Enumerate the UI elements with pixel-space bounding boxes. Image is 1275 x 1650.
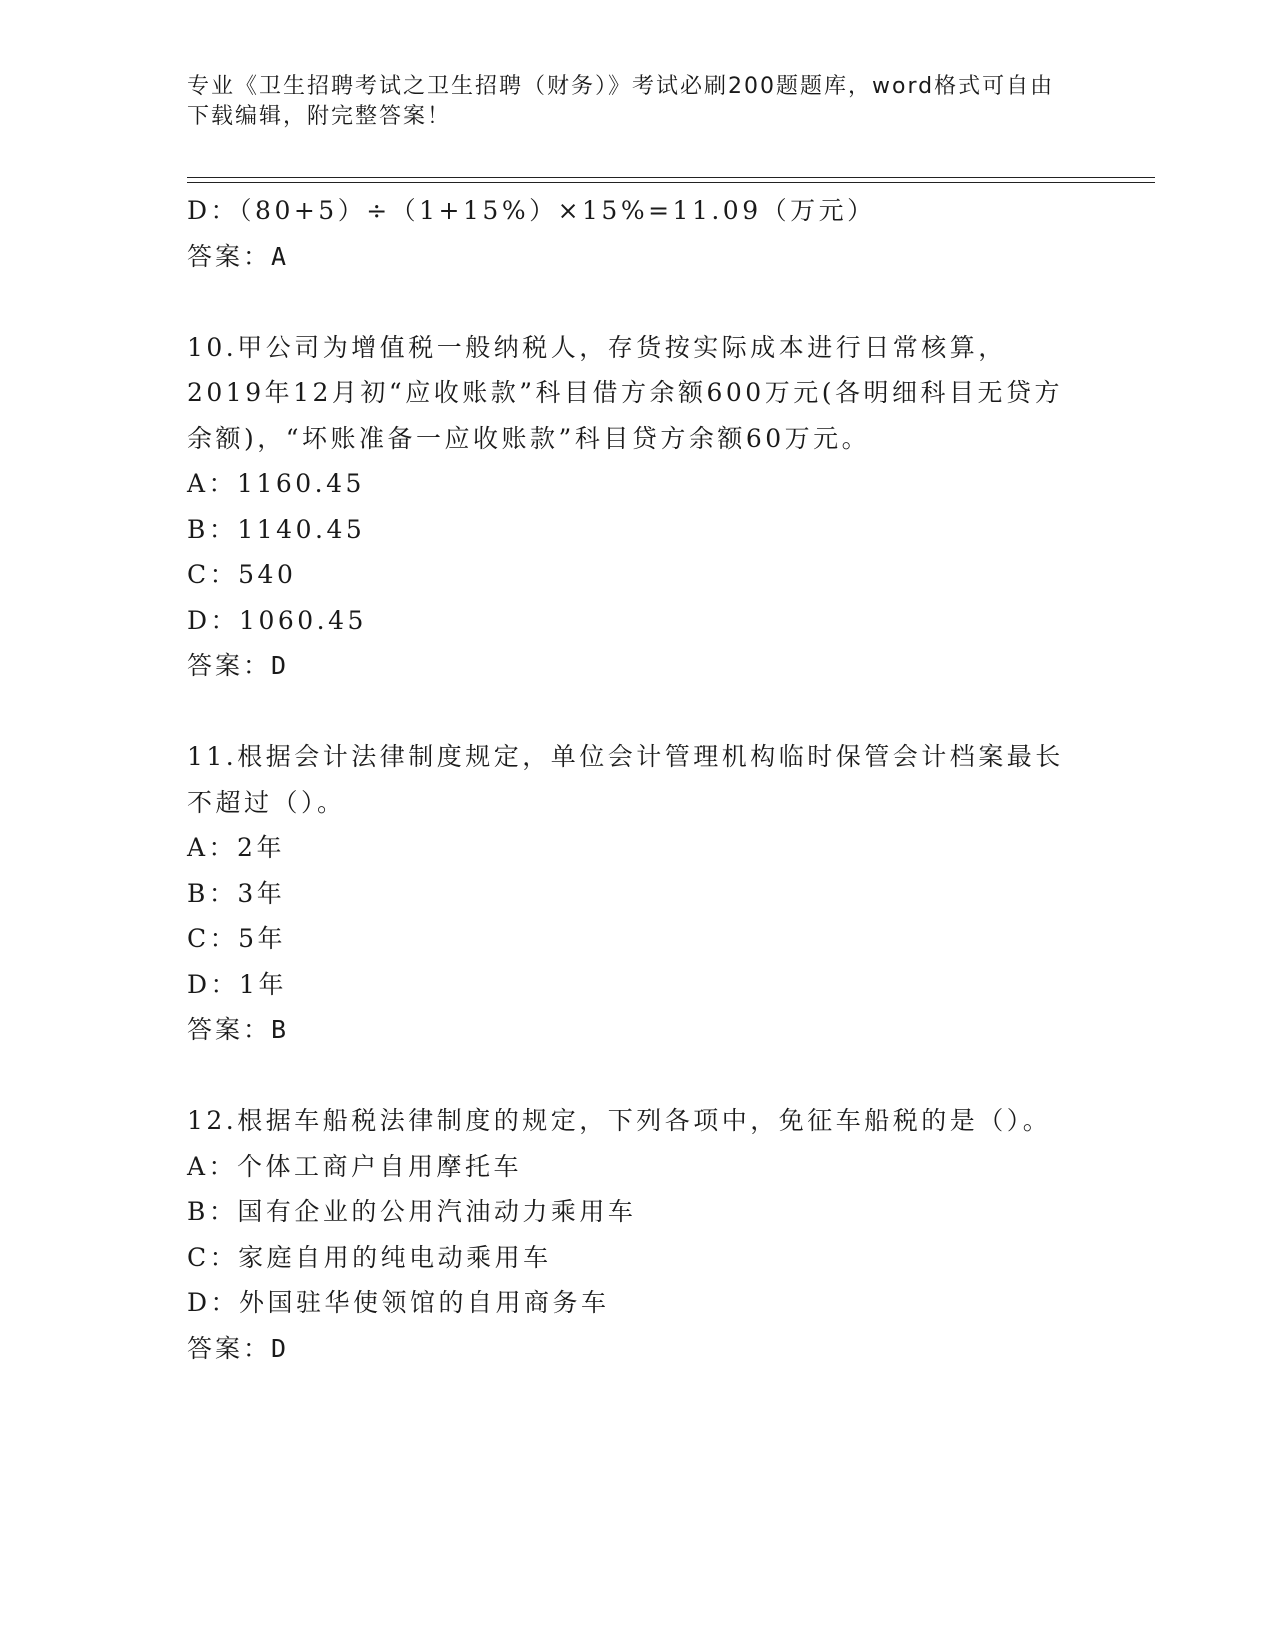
option-a: A：个体工商户自用摩托车 (187, 1151, 523, 1181)
question-stem: 11.根据会计法律制度规定，单位会计管理机构临时保管会计档案最长不超过（）。 (187, 742, 1064, 817)
option-b: B：3年 (187, 878, 286, 908)
document-header: 专业《卫生招聘考试之卫生招聘（财务）》考试必刷200题题库，word格式可自由下载编辑，附完整答案！ (187, 74, 1055, 129)
question-12 (187, 1098, 1077, 1371)
header-divider-bottom (187, 182, 1155, 183)
previous-answer: 答案：A (187, 241, 290, 271)
question-10 (187, 325, 1077, 689)
option-d: D：1060.45 (187, 605, 367, 635)
question-11 (187, 734, 1077, 1053)
spacer (187, 1053, 1077, 1099)
spacer (187, 689, 1077, 735)
option-d: D：外国驻华使领馆的自用商务车 (187, 1288, 610, 1317)
previous-option-d: D：（80+5）÷（1+15%）×15%=11.09（万元） (187, 196, 876, 225)
question-answer: 答案：D (187, 651, 290, 680)
option-c: C：家庭自用的纯电动乘用车 (187, 1242, 552, 1272)
option-a: A：1160.45 (187, 469, 365, 498)
option-c: C：5年 (187, 924, 287, 953)
option-b: B：国有企业的公用汽油动力乘用车 (187, 1197, 637, 1226)
option-b: B：1140.45 (187, 514, 366, 544)
question-list (187, 188, 1077, 1371)
question-answer: 答案：D (187, 1333, 290, 1363)
question-stem: 12.根据车船税法律制度的规定，下列各项中，免征车船税的是（）。 (187, 1106, 1052, 1135)
question-answer: 答案：B (187, 1015, 290, 1044)
option-d: D：1年 (187, 969, 287, 999)
option-a: A：2年 (187, 833, 285, 862)
option-c: C：540 (187, 560, 297, 589)
question-stem: 10.甲公司为增值税一般纳税人，存货按实际成本进行日常核算，2019年12月初“应收账款”科目借方余额600万元(各明细科目无贷方余额)，“坏账准备一应收账款”科目贷方余额60万元。 (187, 332, 1063, 453)
header-divider-top (187, 177, 1155, 178)
spacer (187, 279, 1077, 325)
